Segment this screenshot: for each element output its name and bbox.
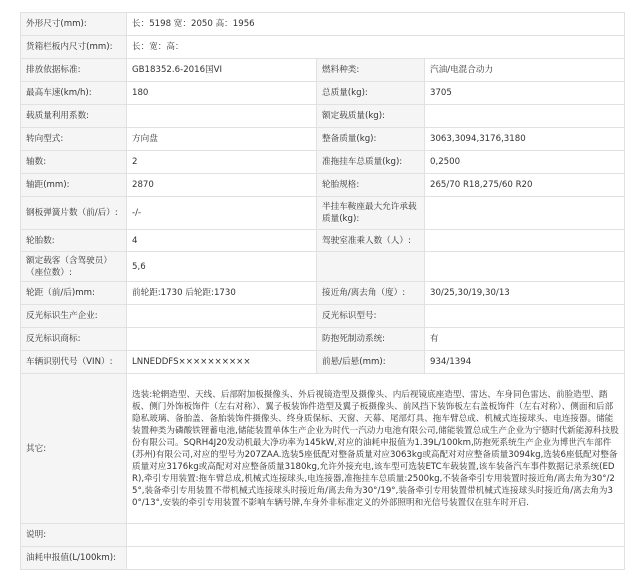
field-label: 钢板弹簧片数（前/后）:	[21, 197, 127, 230]
field-value: 长：5198 宽：2050 高：1956	[127, 13, 625, 36]
field-label: 车辆识别代号（VIN）:	[21, 351, 127, 374]
field-value	[127, 305, 317, 328]
field-value	[425, 230, 625, 252]
spec-row	[21, 547, 625, 570]
field-value: 934/1394	[425, 351, 625, 374]
field-value: 265/70 R18,275/60 R20	[425, 174, 625, 197]
field-label: 驾驶室准乘人数（人）:	[317, 230, 425, 252]
spec-row	[21, 328, 625, 351]
field-value: 汽油/电混合动力	[425, 59, 625, 82]
field-value: 有	[425, 328, 625, 351]
spec-row	[21, 59, 625, 82]
field-value	[425, 105, 625, 128]
field-value: 2	[127, 151, 317, 174]
field-value: 长：宽：高：	[127, 36, 625, 59]
spec-row	[21, 230, 625, 252]
field-value	[127, 105, 317, 128]
field-value: 4	[127, 230, 317, 252]
field-label: 排放依据标准:	[21, 59, 127, 82]
field-label	[317, 252, 425, 282]
field-value	[425, 197, 625, 230]
field-label: 防抱死制动系统:	[317, 328, 425, 351]
field-label: 轴距(mm):	[21, 174, 127, 197]
spec-row	[21, 197, 625, 230]
field-value: GB18352.6-2016国VI	[127, 59, 317, 82]
field-value	[425, 305, 625, 328]
field-label: 轮胎数:	[21, 230, 127, 252]
field-label: 前悬/后悬(mm):	[317, 351, 425, 374]
spec-row	[21, 82, 625, 105]
field-label: 转向型式:	[21, 128, 127, 151]
spec-row	[21, 524, 625, 547]
field-label: 轮胎规格:	[317, 174, 425, 197]
spec-row	[21, 105, 625, 128]
spec-row	[21, 305, 625, 328]
spec-row	[21, 13, 625, 36]
field-value: LNNEDDFS××××××××××	[127, 351, 317, 374]
field-label: 轮距（前/后)mm:	[21, 282, 127, 305]
field-label: 接近角/离去角（度）:	[317, 282, 425, 305]
field-label: 燃料种类:	[317, 59, 425, 82]
field-label: 油耗申报值(L/100km):	[21, 547, 127, 570]
field-label: 总质量(kg):	[317, 82, 425, 105]
field-label: 反光标识生产企业:	[21, 305, 127, 328]
spec-row	[21, 128, 625, 151]
field-label: 反光标识商标:	[21, 328, 127, 351]
field-value: 30/25,30/19,30/13	[425, 282, 625, 305]
field-value	[425, 252, 625, 282]
spec-row	[21, 282, 625, 305]
field-label: 外形尺寸(mm):	[21, 13, 127, 36]
field-label: 半挂车鞍座最大允许承载质量(kg):	[317, 197, 425, 230]
field-value	[127, 547, 625, 570]
field-value: 2870	[127, 174, 317, 197]
field-label: 准拖挂车总质量(kg):	[317, 151, 425, 174]
spec-row	[21, 174, 625, 197]
other-notes-text: 选装:轮辋造型、天线、后部附加板摄像头、外后视镜造型及摄像头、内后视镜底座造型、雷达、车身同色雷达、前脸造型、踏板、侧门外饰板饰件（左右对称）、翼子板装饰件造型及翼子板摄像头、前风挡下装饰板左右盖板饰件（左右对称）、侧面和后部隐私玻璃、备胎盖、备胎装饰件摄像头、终身质保标、天窗、天幕、尾部灯具、拖车臂总成、机械式连接球头、电连接器。储能装置种类为磷酸铁锂蓄电池,储能装置单体生产企业为时代一汽动力电池有限公司,储能装置总成生产企业为宁德时代新能源科技股份有限公司。SQRH4J20发动机最大净功率为145kW,对应的油耗申报值为1.39L/100km,防抱死系统生产企业为博世汽车部件(苏州)有限公司,对应的型号为207ZAA.选装5座低配对整备质量对应3063kg或高配对对应整备质量3094kg,选装6座低配对整备质量对应3176kg或高配对对应整备质量3180kg,允许外接充电,该车型可选装ETC车载装置,该车装备汽车事件数据记录系统(EDR),牵引专用装置:拖车臂总成,机械式连接球头,电连接器,准拖挂车总质量:2500kg,不装备牵引专用装置时接近角/离去角为30°/25°,装备牵引专用装置不带机械式连接球头时接近角/离去角为30°/19°,装备牵引专用装置带机械式连接球头时接近角/离去角为30°/13°,安装的牵引专用装置不影响车辆号牌,车身外非标准定义的外部照明和光信号装置仅在驻车时开启.	[127, 374, 625, 524]
vehicle-spec-table	[20, 12, 625, 570]
field-value: 180	[127, 82, 317, 105]
field-label: 载质量利用系数:	[21, 105, 127, 128]
field-value	[127, 328, 317, 351]
field-value: 方向盘	[127, 128, 317, 151]
spec-row	[21, 351, 625, 374]
field-value	[127, 524, 625, 547]
field-label: 说明:	[21, 524, 127, 547]
spec-row	[21, 374, 625, 524]
field-value: 3063,3094,3176,3180	[425, 128, 625, 151]
spec-row	[21, 151, 625, 174]
field-label: 其它:	[21, 374, 127, 524]
field-value: 3705	[425, 82, 625, 105]
field-value: 0,2500	[425, 151, 625, 174]
field-label: 货箱栏板内尺寸(mm):	[21, 36, 127, 59]
field-value: 前轮距:1730 后轮距:1730	[127, 282, 317, 305]
field-label: 反光标识型号:	[317, 305, 425, 328]
field-label: 轴数:	[21, 151, 127, 174]
field-value: -/-	[127, 197, 317, 230]
spec-table-body	[21, 13, 625, 570]
field-label: 最高车速(km/h):	[21, 82, 127, 105]
spec-row	[21, 36, 625, 59]
field-label: 整备质量(kg):	[317, 128, 425, 151]
spec-row	[21, 252, 625, 282]
field-label: 额定载客（含驾驶员）（座位数）:	[21, 252, 127, 282]
field-label: 额定载质量(kg):	[317, 105, 425, 128]
field-value: 5,6	[127, 252, 317, 282]
